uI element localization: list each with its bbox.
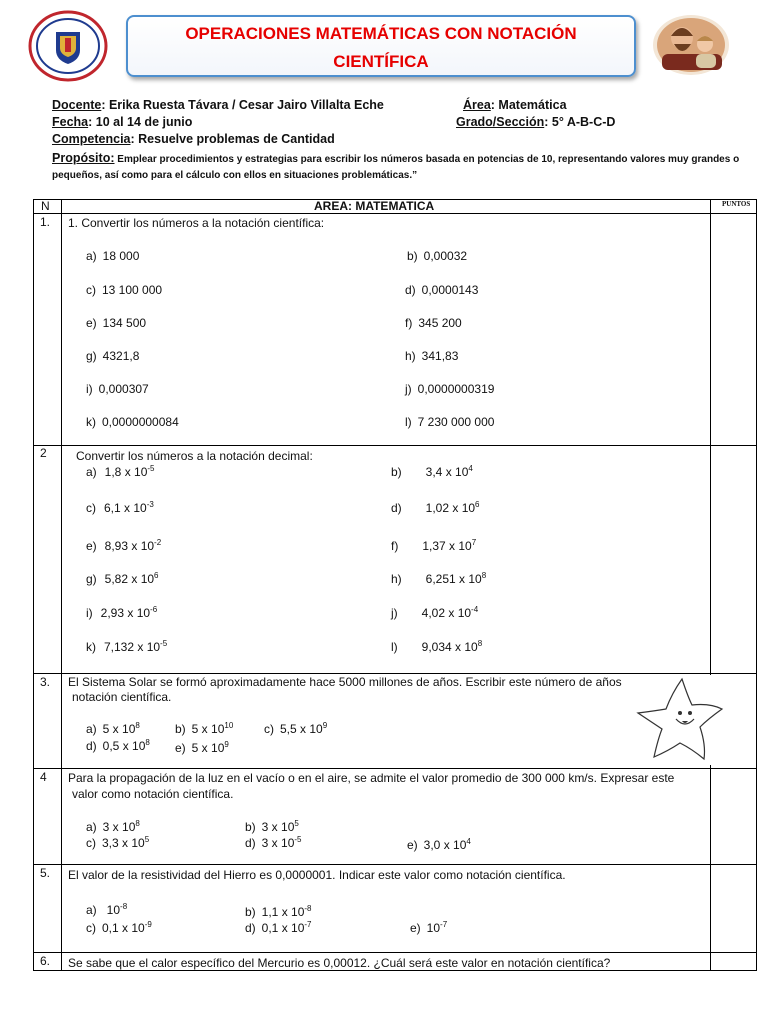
q2-item-value: 9,034 x $10^8$: [421, 639, 483, 654]
title-line-1: OPERACIONES MATEMÁTICAS CON NOTACIÓN: [185, 24, 577, 43]
q1-item-value: 341,83: [421, 349, 459, 363]
q5-item-2: [86, 921, 152, 935]
q2-item-1: [391, 465, 473, 479]
q4-item-value: 3 x $10^8$: [102, 819, 140, 834]
q2-item-value: 1,37 x $10^7$: [422, 538, 477, 553]
q4-item-value: 3,0 x $10^4$: [423, 837, 471, 852]
q1-item-label: j): [405, 382, 412, 396]
q3-item-4: [175, 741, 229, 755]
q1-item-value: 0,0000143: [421, 283, 479, 297]
q2-item-value: 1,8 x $10^{-5}$: [104, 464, 155, 479]
q2-item-value: 4,02 x $10^{-4}$: [421, 605, 479, 620]
q2-item-label: k): [86, 640, 96, 654]
q3-item-value: 5,5 x $10^9$: [280, 721, 328, 736]
q5-item-value: 0,1 x $10^{-9}$: [102, 920, 152, 935]
q2-item-value: 6,251 x $10^8$: [425, 571, 487, 586]
q3-item-label: d): [86, 739, 97, 753]
q2-item-10: [86, 640, 167, 654]
q2-item-value: 8,93 x $10^{-2}$: [104, 538, 162, 553]
q5-item-label: d): [245, 921, 256, 935]
q1-item-label: h): [405, 349, 416, 363]
q1-item-label: a): [86, 249, 97, 263]
grado-line: [456, 114, 615, 131]
q1-item-2: [86, 283, 162, 297]
q4-item-label: d): [245, 836, 256, 850]
q5-item-label: e): [410, 921, 421, 935]
q3-item-value: 5 x $10^8$: [102, 721, 140, 736]
q1-item-value: 18 000: [102, 249, 140, 263]
area-line: [463, 97, 567, 114]
q3-item-0: [86, 722, 140, 736]
competencia-line: [52, 131, 335, 148]
q2-item-label: b): [391, 465, 402, 479]
exercise-table: [33, 199, 757, 971]
q4-item-label: a): [86, 820, 97, 834]
docente-label: Docente: [52, 98, 102, 112]
q1-item-value: 7 230 000 000: [417, 415, 495, 429]
q1-item-value: 0,00032: [423, 249, 468, 263]
q1-item-value: 0,0000000084: [102, 415, 179, 429]
title-line-2: CIENTÍFICA: [333, 52, 429, 71]
q2-item-label: a): [86, 465, 97, 479]
competencia-value: : Resuelve problemas de Cantidad: [130, 132, 335, 146]
q1-number: 1.: [40, 215, 51, 229]
q4-item-2: [86, 836, 149, 850]
q3-item-label: c): [264, 722, 274, 736]
q1-item-label: c): [86, 283, 96, 297]
saint-image: [652, 14, 730, 76]
q2-item-label: j): [391, 606, 398, 620]
q1-item-label: e): [86, 316, 97, 330]
col-puntos-header: PUNTOS: [722, 200, 751, 208]
q2-item-label: i): [86, 606, 93, 620]
q2-item-label: f): [391, 539, 399, 553]
q2-item-value: 7,132 x $10^{-5}$: [104, 639, 168, 654]
q1-item-label: i): [86, 382, 93, 396]
q5-item-value: $10^{-7}$: [426, 920, 448, 935]
q2-item-value: 6,1 x $10^{-3}$: [104, 500, 154, 515]
q5-item-label: c): [86, 921, 96, 935]
q1-item-label: g): [86, 349, 97, 363]
grado-label: Grado/Sección: [456, 115, 545, 129]
q1-item-11: [405, 415, 494, 429]
q1-item-label: k): [86, 415, 96, 429]
fecha-line: [52, 114, 192, 131]
grado-value: : 5° A-B-C-D: [544, 115, 616, 129]
fecha-value: : 10 al 14 de junio: [88, 115, 193, 129]
q2-item-value: 1,02 x $10^6$: [425, 500, 480, 515]
q1-item-9: [405, 382, 494, 396]
col-n-header: N: [41, 199, 50, 213]
q4-number: 4: [40, 770, 47, 784]
q5-item-label: b): [245, 905, 256, 919]
q1-item-value: 13 100 000: [102, 283, 163, 297]
q2-item-6: [86, 572, 159, 586]
school-logo: [28, 10, 108, 82]
star-cartoon-icon: [630, 675, 726, 765]
q5-item-3: [245, 921, 312, 935]
q4-item-3: [245, 836, 302, 850]
q1-item-10: [86, 415, 179, 429]
q1-item-0: [86, 249, 139, 263]
q1-item-label: l): [405, 415, 412, 429]
q5-line-1: El valor de la resistividad del Hierro es 0,0000001. Indicar este valor como notación científica.: [68, 868, 566, 882]
q5-item-value: 0,1 x $10^{-7}$: [261, 920, 312, 935]
q5-item-0: [86, 903, 127, 917]
proposito-value: Emplear procedimientos y estrategias para escribir los números basada en potencias de 10, representando valores muy grandes o pequeños, así como para el cálculo con ellos en situaciones problemáticas.”: [52, 154, 740, 181]
page-title: [126, 15, 636, 77]
col-area-header: AREA: MATEMATICA: [314, 199, 435, 213]
q2-prompt: Convertir los números a la notación decimal:: [76, 449, 313, 463]
q5-item-4: [410, 921, 447, 935]
q1-item-6: [86, 349, 139, 363]
q2-item-3: [391, 501, 480, 515]
q3-item-value: 0,5 x $10^8$: [102, 738, 150, 753]
q5-item-1: [245, 905, 312, 919]
q1-item-5: [405, 316, 462, 330]
q3-item-3: [86, 739, 150, 753]
q3-item-label: b): [175, 722, 186, 736]
q2-item-2: [86, 501, 154, 515]
q1-item-value: 4321,8: [102, 349, 140, 363]
q3-item-value: 5 x $10^9$: [191, 740, 229, 755]
q4-item-label: b): [245, 820, 256, 834]
q1-item-label: d): [405, 283, 416, 297]
q1-item-4: [86, 316, 146, 330]
q4-item-value: 3,3 x $10^5$: [102, 835, 150, 850]
q1-item-7: [405, 349, 458, 363]
q1-item-value: 345 200: [418, 316, 462, 330]
q2-item-label: h): [391, 572, 402, 586]
q3-item-1: [175, 722, 233, 736]
q2-item-label: c): [86, 501, 96, 515]
q1-item-value: 134 500: [102, 316, 147, 330]
q4-item-4: [407, 838, 471, 852]
q2-item-label: l): [391, 640, 398, 654]
q4-item-label: c): [86, 836, 96, 850]
q1-item-1: [407, 249, 467, 263]
q1-item-label: b): [407, 249, 418, 263]
q1-item-value: 0,0000000319: [417, 382, 495, 396]
fecha-label: Fecha: [52, 115, 89, 129]
q3-item-label: a): [86, 722, 97, 736]
q4-line-2: valor como notación científica.: [72, 787, 234, 801]
q5-number: 5.: [40, 866, 51, 880]
q2-item-4: [86, 539, 161, 553]
q3-line-1: El Sistema Solar se formó aproximadamente hace 5000 millones de años. Escribir este número de años: [68, 675, 622, 689]
docente-value: : Erika Ruesta Távara / Cesar Jairo Villalta Eche: [101, 98, 384, 112]
q6-line-1: Se sabe que el calor específico del Mercurio es 0,00012. ¿Cuál será este valor en notación científica?: [68, 956, 611, 970]
q2-item-value: 2,93 x $10^{-6}$: [100, 605, 158, 620]
q4-item-label: e): [407, 838, 418, 852]
q1-item-8: [86, 382, 149, 396]
proposito-block: [52, 150, 742, 184]
q3-line-2: notación científica.: [72, 690, 172, 704]
area-value: : Matemática: [490, 98, 567, 112]
q2-item-9: [391, 606, 478, 620]
q3-item-2: [264, 722, 327, 736]
q2-item-11: [391, 640, 482, 654]
q3-item-label: e): [175, 741, 186, 755]
q1-prompt: 1. Convertir los números a la notación científica:: [68, 216, 325, 230]
q6-number: 6.: [40, 954, 51, 968]
q1-item-value: 0,000307: [98, 382, 149, 396]
competencia-label: Competencia: [52, 132, 131, 146]
q2-item-label: g): [86, 572, 97, 586]
q4-item-value: 3 x $10^{-5}$: [261, 835, 302, 850]
proposito-label: Propósito:: [52, 151, 115, 165]
area-label: Área: [463, 98, 491, 112]
q5-item-value: $10^{-8}$: [106, 902, 128, 917]
q2-item-8: [86, 606, 157, 620]
q2-number: 2: [40, 446, 47, 460]
q2-item-label: e): [86, 539, 97, 553]
q3-number: 3.: [40, 675, 51, 689]
q1-item-3: [405, 283, 478, 297]
q4-item-value: 3 x $10^5$: [261, 819, 299, 834]
q2-item-0: [86, 465, 155, 479]
q5-item-value: 1,1 x $10^{-8}$: [261, 904, 312, 919]
q4-item-1: [245, 820, 299, 834]
q4-line-1: Para la propagación de la luz en el vacío o en el aire, se admite el valor promedio de 300 000 km/s. Expresar este: [68, 771, 675, 785]
q2-item-value: 5,82 x $10^6$: [104, 571, 159, 586]
q1-item-label: f): [405, 316, 413, 330]
q2-item-value: 3,4 x $10^4$: [425, 464, 473, 479]
q3-item-value: 5 x $10^{10}$: [191, 721, 234, 736]
q2-item-5: [391, 539, 476, 553]
q4-item-0: [86, 820, 140, 834]
q2-item-label: d): [391, 501, 402, 515]
docente-line: [52, 97, 384, 114]
q5-item-label: a): [86, 903, 97, 917]
q2-item-7: [391, 572, 486, 586]
